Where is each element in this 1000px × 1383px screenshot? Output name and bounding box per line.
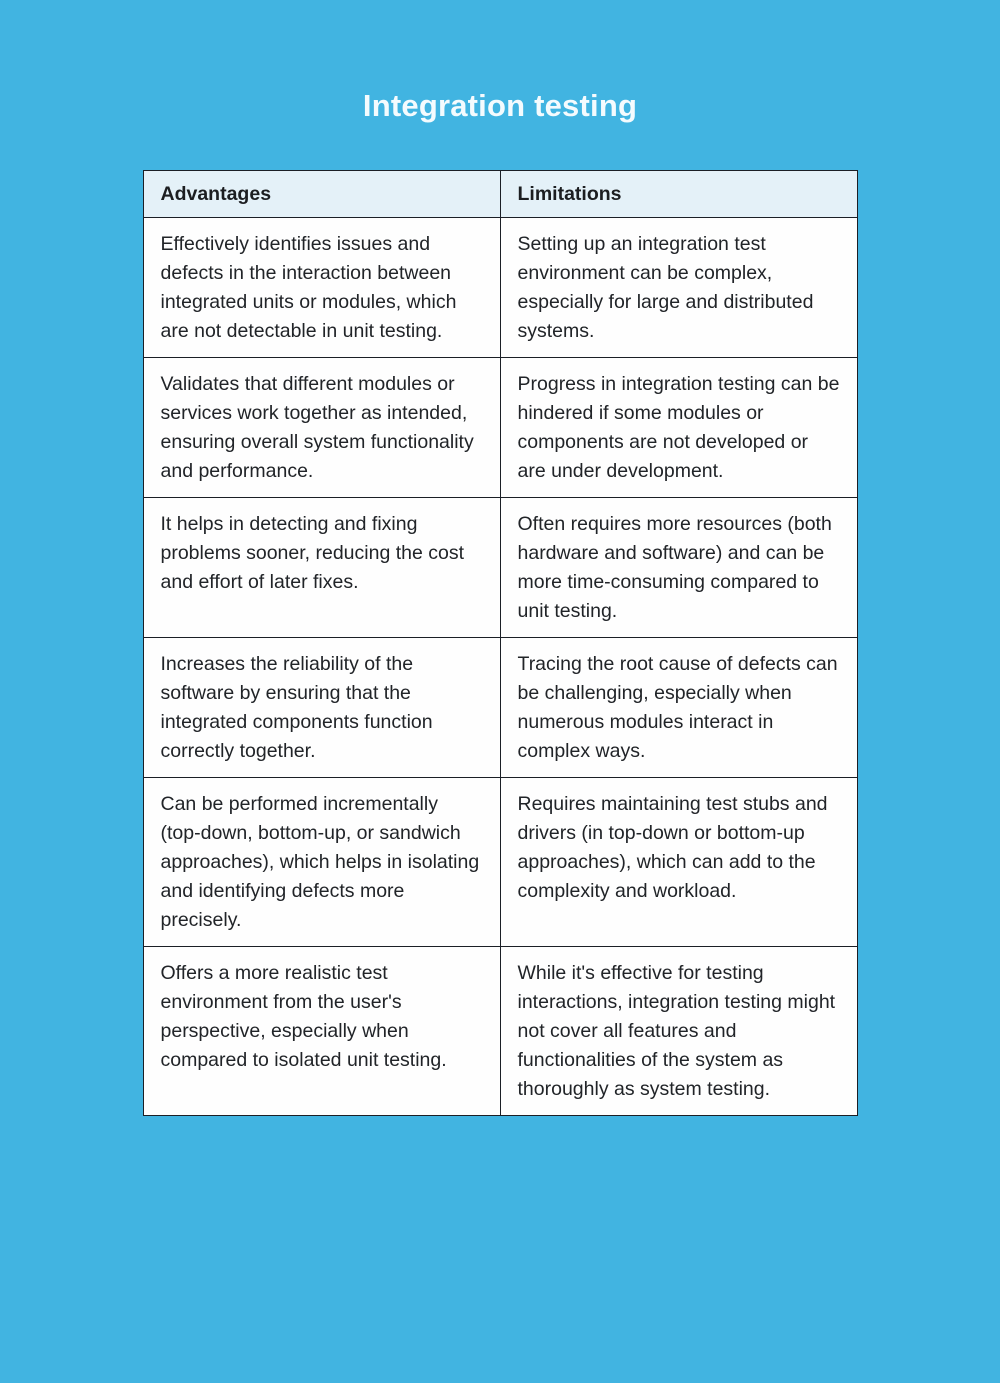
advantage-cell: Can be performed incrementally (top-down, bottom-up, or sandwich approaches), which helps in isolating and identifying defects more precisely. xyxy=(143,778,500,947)
limitation-cell: Tracing the root cause of defects can be challenging, especially when numerous modules interact in complex ways. xyxy=(500,638,857,778)
limitation-cell: Requires maintaining test stubs and drivers (in top-down or bottom-up approaches), which can add to the complexity and workload. xyxy=(500,778,857,947)
table-row xyxy=(143,778,857,947)
table-row xyxy=(143,358,857,498)
advantage-cell: It helps in detecting and fixing problems sooner, reducing the cost and effort of later fixes. xyxy=(143,498,500,638)
column-header-limitations: Limitations xyxy=(500,171,857,218)
column-header-advantages: Advantages xyxy=(143,171,500,218)
advantage-cell: Effectively identifies issues and defects in the interaction between integrated units or modules, which are not detectable in unit testing. xyxy=(143,218,500,358)
limitation-cell: Setting up an integration test environment can be complex, especially for large and distributed systems. xyxy=(500,218,857,358)
table-row xyxy=(143,218,857,358)
advantage-cell: Offers a more realistic test environment from the user's perspective, especially when compared to isolated unit testing. xyxy=(143,947,500,1116)
table-row xyxy=(143,638,857,778)
table-row xyxy=(143,947,857,1116)
advantage-cell: Validates that different modules or services work together as intended, ensuring overall system functionality and performance. xyxy=(143,358,500,498)
advantage-cell: Increases the reliability of the software by ensuring that the integrated components function correctly together. xyxy=(143,638,500,778)
comparison-table xyxy=(143,170,858,1116)
table-header-row xyxy=(143,171,857,218)
limitation-cell: Often requires more resources (both hardware and software) and can be more time-consuming compared to unit testing. xyxy=(500,498,857,638)
table-row xyxy=(143,498,857,638)
limitation-cell: Progress in integration testing can be hindered if some modules or components are not developed or are under development. xyxy=(500,358,857,498)
limitation-cell: While it's effective for testing interactions, integration testing might not cover all features and functionalities of the system as thoroughly as system testing. xyxy=(500,947,857,1116)
page-title: Integration testing xyxy=(362,88,638,123)
